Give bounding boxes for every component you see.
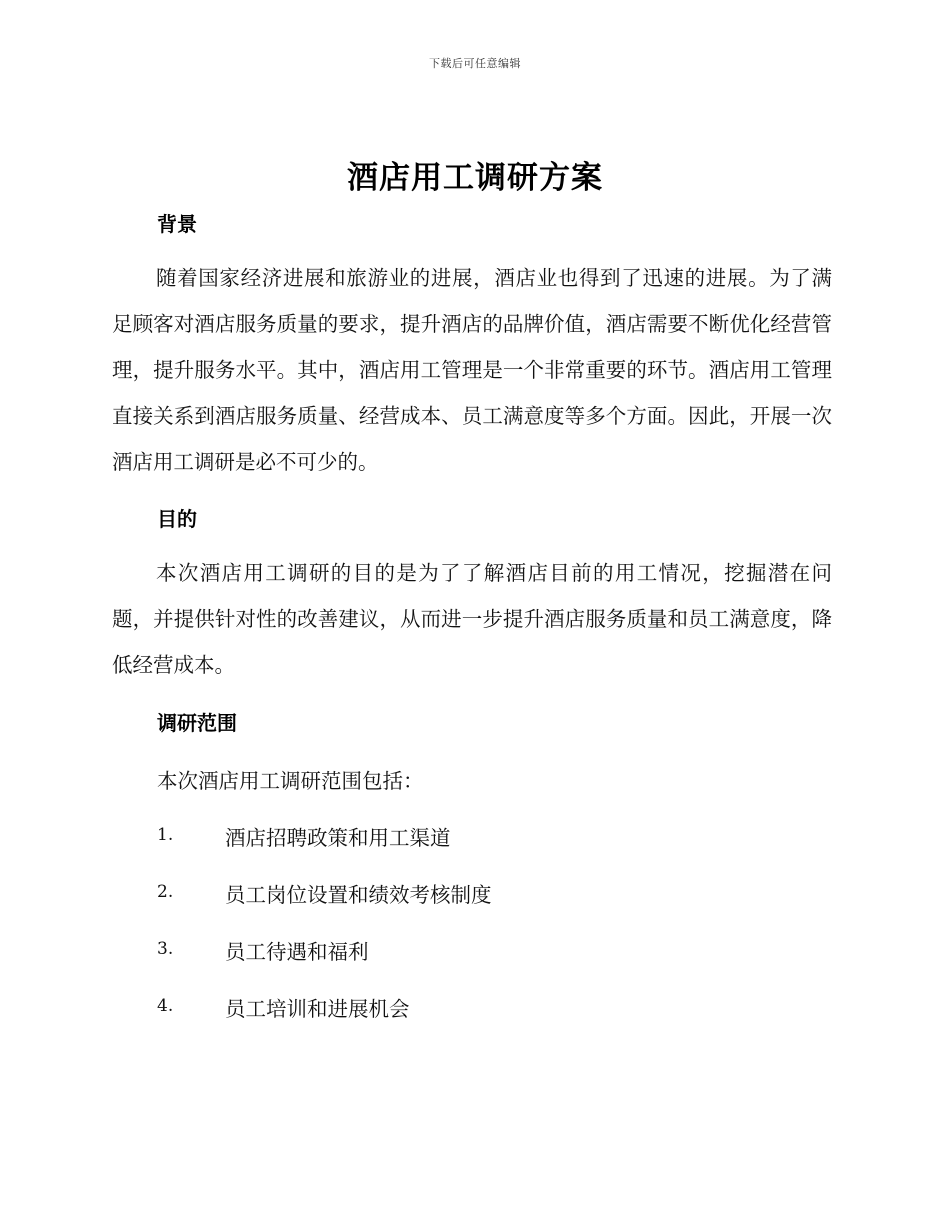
list-item-text: 员工待遇和福利 [225,940,369,964]
document-title: 酒店用工调研方案 [347,160,603,196]
scope-intro: 本次酒店用工调研范围包括： [157,769,424,793]
list-item-text: 员工岗位设置和绩效考核制度 [225,883,492,907]
list-item [157,821,757,851]
list-item-number: 2. [157,882,174,902]
list-item-text: 酒店招聘政策和用工渠道 [225,826,451,850]
section-paragraph-purpose: 本次酒店用工调研的目的是为了了解酒店目前的用工情况，挖掘潜在问题，并提供针对性的改善建议，从而进一步提升酒店服务质量和员工满意度，降低经营成本。 [112,561,832,677]
list-item-number: 1. [157,825,174,845]
list-item [157,935,757,965]
header-note: 下载后可任意编辑 [429,57,521,70]
list-item-number: 3. [157,939,174,959]
list-item [157,992,757,1022]
list-item-number: 4. [157,996,174,1016]
section-heading-scope: 调研范围 [157,711,237,735]
section-paragraph-background: 随着国家经济进展和旅游业的进展，酒店业也得到了迅速的进展。为了满足顾客对酒店服务质量的要求，提升酒店的品牌价值，酒店需要不断优化经营管理，提升服务水平。其中，酒店用工管理是一个非常重要的环节。酒店用工管理直接关系到酒店服务质量、经营成本、员工满意度等多个方面。因此，开展一次酒店用工调研是必不可少的。 [112,266,832,474]
list-item-text: 员工培训和进展机会 [225,997,410,1021]
list-item [157,878,757,908]
section-heading-background: 背景 [157,212,197,236]
section-heading-purpose: 目的 [157,507,197,531]
